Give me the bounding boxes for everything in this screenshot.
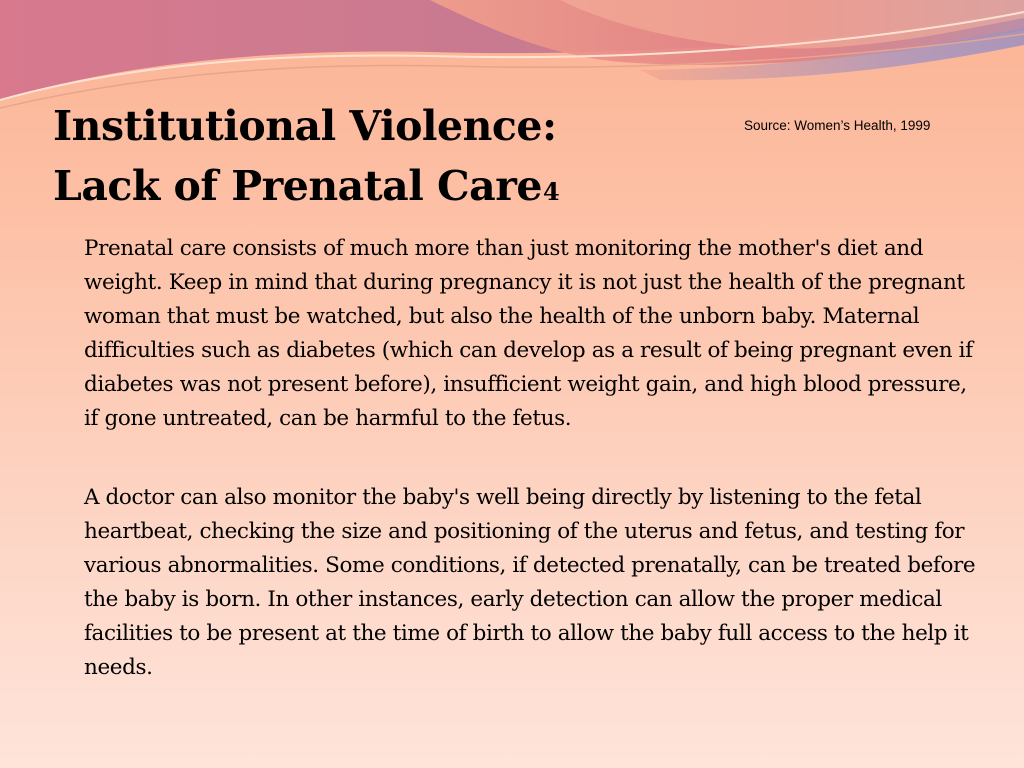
source-citation: Source: Women’s Health, 1999 xyxy=(744,118,931,133)
title-line-1: Institutional Violence: xyxy=(53,102,557,150)
title-line-2: Lack of Prenatal Care xyxy=(53,162,542,210)
footnote-marker: 4 xyxy=(542,177,560,206)
paragraph-1: Prenatal care consists of much more than just monitoring the mother's diet and weight. Keep in mind that during pregnancy it is not just the health of the pregnant woman that must be watched, but also the health of the unborn baby. Maternal difficulties such as diabetes (which can develop as a result of being pregnant even if diabetes was not present before), insufficient weight gain, and high blood pressure, if gone untreated, can be harmful to the fetus. xyxy=(84,236,973,431)
slide-title xyxy=(53,96,559,216)
paragraph-2: A doctor can also monitor the baby's well being directly by listening to the fetal heartbeat, checking the size and positioning of the uterus and fetus, and testing for various abnormalities. Some conditions, if detected prenatally, can be treated before the baby is born. In other instances, early detection can allow the proper medical facilities to be present at the time of birth to allow the baby full access to the help it needs. xyxy=(84,485,976,680)
slide-body xyxy=(84,232,984,685)
